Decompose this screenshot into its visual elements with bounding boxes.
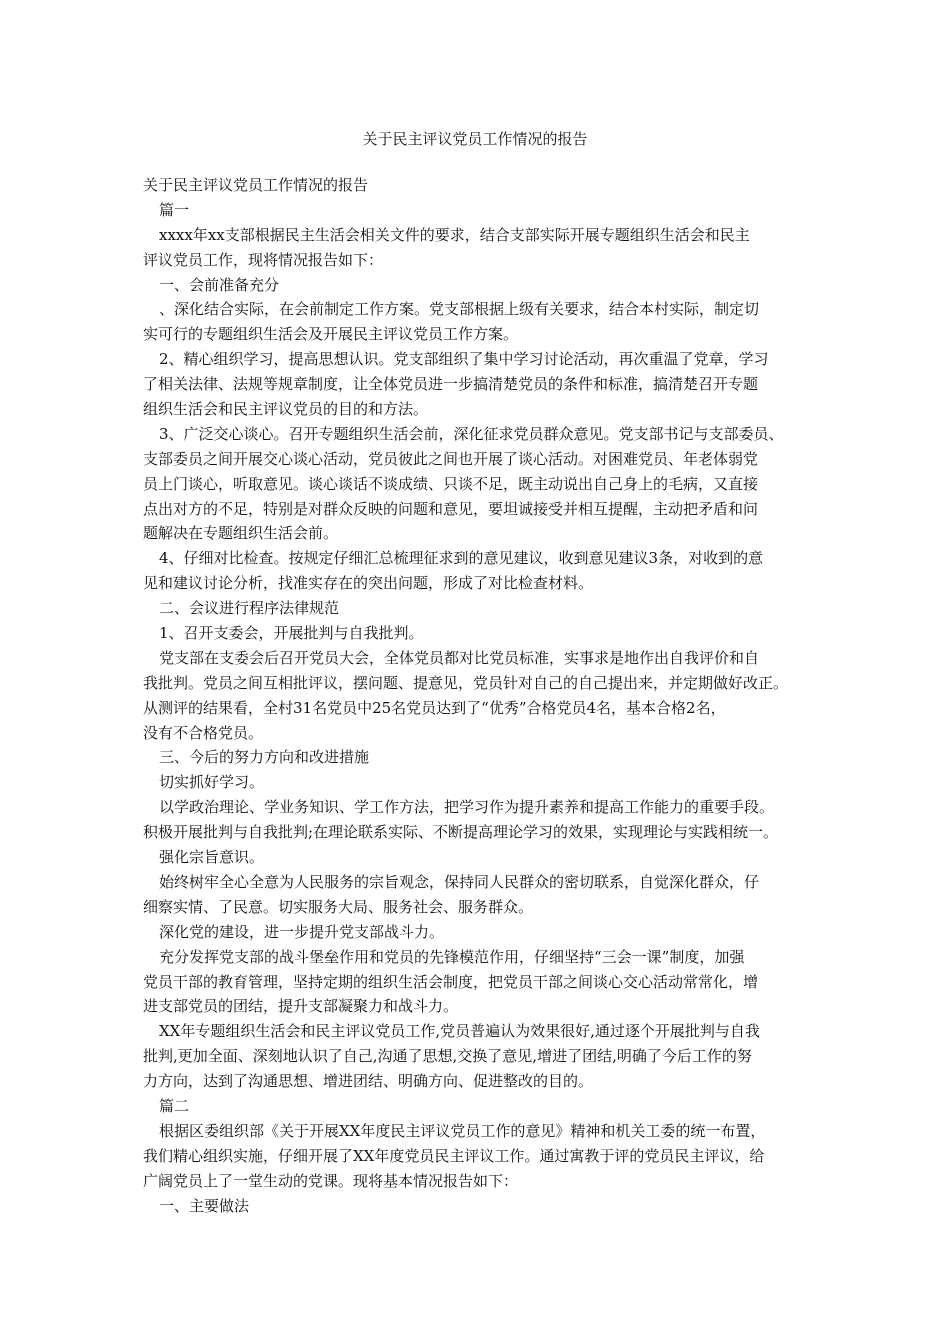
- text-line: 力方向，达到了沟通思想、增进团结、明确方向、促进整改的目的。: [143, 1072, 594, 1091]
- text-line: 深化党的建设，进一步提升党支部战斗力。: [159, 922, 445, 941]
- text-line: 党员干部的教育管理，坚持定期的组织生活会制度，把党员干部之间谈心交心活动常常化，增: [143, 972, 759, 991]
- text-line: 3、广泛交心谈心。召开专题组织生活会前，深化征求党员群众意见。党支部书记与支部委员、: [159, 424, 784, 443]
- text-line: 细察实情、了民意。切实服务大局、服务社会、服务群众。: [143, 897, 534, 916]
- text-line: 我批判。党员之间互相批评议，摆问题、提意见，党员针对自己的自己提出来，并定期做好改正。: [143, 673, 789, 692]
- text-line: 一、主要做法: [159, 1196, 250, 1215]
- text-line: 题解决在专题组织生活会前。: [143, 524, 339, 543]
- text-line: 进支部党员的团结，提升支部凝聚力和战斗力。: [143, 997, 459, 1016]
- text-line: 没有不合格党员。: [143, 723, 264, 742]
- text-line: 广阔党员上了一堂生动的党课。现将基本情况报告如下：: [143, 1171, 519, 1190]
- text-line: 充分发挥党支部的战斗堡垒作用和党员的先锋模范作用，仔细坚持“三会一课”制度，加强: [159, 947, 745, 966]
- text-line: 以学政治理论、学业务知识、学工作方法，把学习作为提升素养和提高工作能力的重要手段。: [159, 798, 775, 817]
- text-line: 党支部在支委会后召开党员大会，全体党员都对比党员标准，实事求是地作出自我评价和自: [159, 648, 760, 667]
- text-line: 三、今后的努力方向和改进措施: [159, 748, 370, 767]
- text-line: 我们精心组织实施，仔细开展了XX年度党员民主评议工作。通过寓教于评的党员民主评议，给: [143, 1146, 765, 1165]
- text-line: 二、会议进行程序法律规范: [159, 599, 340, 618]
- document-title: 关于民主评议党员工作情况的报告: [362, 130, 588, 148]
- text-line: 篇一: [159, 200, 190, 219]
- text-line: 积极开展批判与自我批判;在理论联系实际、不断提高理论学习的效果，实现理论与实践相统一。: [143, 823, 779, 842]
- document-body: [143, 173, 833, 1218]
- text-line: 从测评的结果看，全村31名党员中25名党员达到了“优秀”合格党员4名，基本合格2名，: [143, 698, 726, 717]
- text-line: 员上门谈心，听取意见。谈心谈话不谈成绩、只谈不足，既主动说出自己身上的毛病，又直接: [143, 474, 759, 493]
- text-line: 始终树牢全心全意为人民服务的宗旨观念，保持同人民群众的密切联系，自觉深化群众，仔: [159, 872, 760, 891]
- text-line: 2、精心组织学习，提高思想认识。党支部组织了集中学习讨论活动，再次重温了党章，学习: [159, 350, 769, 369]
- text-line: 1、召开支委会，开展批判与自我批判。: [159, 624, 424, 643]
- text-line: 实可行的专题组织生活会及开展民主评议党员工作方案。: [143, 325, 519, 344]
- text-line: 支部委员之间开展交心谈心活动，党员彼此之间也开展了谈心活动。对困难党员、年老体弱党: [143, 449, 759, 468]
- text-line: 了相关法律、法规等规章制度，让全体党员进一步搞清楚党员的条件和标准，搞清楚召开专题: [143, 375, 759, 394]
- text-line: 篇二: [159, 1096, 190, 1115]
- text-line: 评议党员工作，现将情况报告如下：: [143, 250, 384, 269]
- text-line: 根据区委组织部《关于开展XX年度民主评议党员工作的意见》精神和机关工委的统一布置，: [159, 1121, 766, 1140]
- text-line: 组织生活会和民主评议党员的目的和方法。: [143, 400, 429, 419]
- text-line: 点出对方的不足，特别是对群众反映的问题和意见，要坦诚接受并相互提醒，主动把矛盾和问: [143, 499, 759, 518]
- text-line: 、深化结合实际，在会前制定工作方案。党支部根据上级有关要求，结合本村实际，制定切: [159, 300, 760, 319]
- text-line: 强化宗旨意识。: [159, 848, 265, 867]
- text-line: 批判,更加全面、深刻地认识了自己,沟通了思想,交换了意见,增进了团结,明确了今后工作的努: [143, 1047, 752, 1066]
- text-line: 关于民主评议党员工作情况的报告: [143, 176, 369, 194]
- text-line: 一、会前准备充分: [159, 275, 280, 294]
- text-line: xxxx年xx支部根据民主生活会相关文件的要求，结合支部实际开展专题组织生活会和民主: [159, 225, 750, 244]
- text-line: XX年专题组织生活会和民主评议党员工作,党员普遍认为效果很好,通过逐个开展批判与自我: [159, 1022, 760, 1041]
- text-line: 4、仔细对比检查。按规定仔细汇总梳理征求到的意见建议，收到意见建议3条，对收到的意: [159, 549, 764, 568]
- text-line: 见和建议讨论分析，找准实存在的突出问题，形成了对比检查材料。: [143, 574, 594, 593]
- text-line: 切实抓好学习。: [159, 773, 265, 792]
